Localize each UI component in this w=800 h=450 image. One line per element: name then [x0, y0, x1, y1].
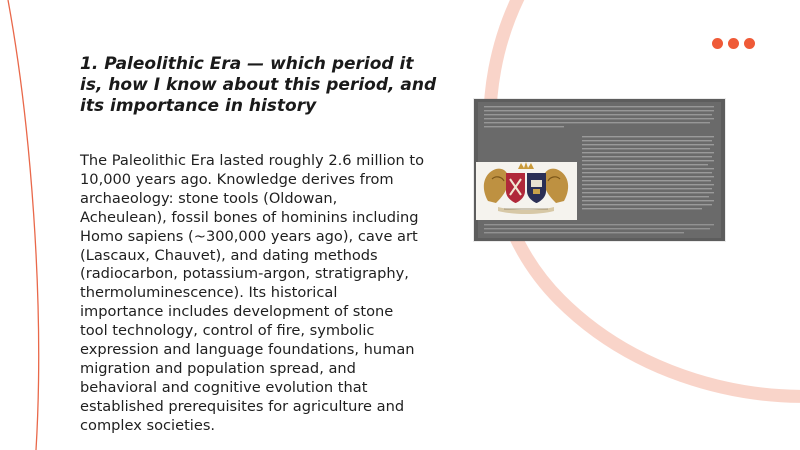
slide-body-text: The Paleolithic Era lasted roughly 2.6 million to 10,000 years ago. Knowledge derives from archaeology: stone tools (Oldowan, Acheulean), fossil bones of hominins including Homo sapiens (~300,000 years ago), cave art (Lascaux, Chauvet), and dating methods (radiocarbon, potassium-argon, stratigraphy, thermoluminescence). Its historical importance includes development of stone tool technology, control of fire, symbolic expression and language foundations, human migration and population spread, and behavioral and cognitive evolution that established prerequisites for agriculture and complex societies.	[80, 152, 425, 434]
document-scan-image	[474, 99, 725, 241]
dot	[728, 38, 739, 49]
slide-title: 1. Paleolithic Era — which period it is, how I know about this period, and its importance in history	[80, 54, 437, 116]
coat-of-arms-image	[476, 162, 577, 220]
dot	[712, 38, 723, 49]
dot	[744, 38, 755, 49]
more-dots-icon	[712, 38, 758, 50]
left-accent-line	[8, 0, 39, 450]
document-scan	[474, 99, 725, 241]
